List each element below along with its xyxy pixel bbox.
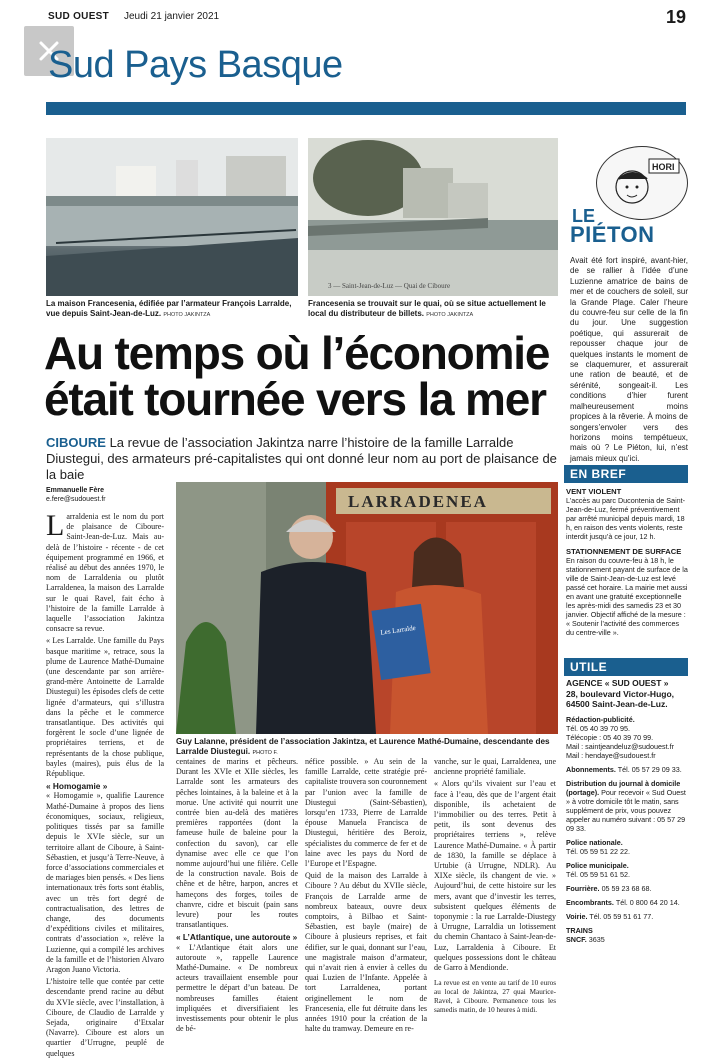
article-paragraph: « Les Larralde. Une famille du Pays basque maritime », retrace, sous la plume de Laurence Mathé-Dumaine (une descendante par son arrière-grand-mère Antoinette de Larralde Diustegui) les épisodes clefs de cette lignée d’armateurs, qui s’illustra dans la pêche et le commerce transatlantique. Des activités qui forgèrent le socle d’une lignée de propriétaires terriens, et de représentants de la chose publique, bayles (maires), puis élus de la République. — [46, 636, 164, 779]
article-paragraph: L’histoire telle que contée par cette descendante prend racine au début du XVIe siècle, avec l’installation, à Ciboure, de Claudio de Larralde y Sejada, originaire d’Etxalar (Navarre). Ciboure est alors un quartier d’Urrugne, peuplé de quelques — [46, 977, 164, 1058]
article-paragraph: vanche, sur le quai, Larraldenea, une ancienne propriété familiale. — [434, 757, 556, 777]
article-column — [46, 509, 164, 1059]
section-title: Sud Pays Basque — [48, 44, 343, 86]
brief-title: STATIONNEMENT DE SURFACE — [566, 547, 682, 556]
utile-phone[interactable]: Tél. 05 59 51 61 77. — [589, 911, 654, 921]
article-paragraph: « Homogamie », qualifie Laurence Mathé-Dumaine à propos des liens économiques, sociaux, religieux, politiques tissés par sa famille depuis le XVIe siècle, sur un territoire allant de Ciboure, à Saint-Sébastien, et jusqu’à Terre-Neuve, à force d’associations commerciales et de mariages bien pensés. « Des liens internationaux très forts sont établis, avec un très fort degré de contractualisation, des lettres de change, des documents d’expéditions civiles et militaires, contrats d’association », relève la Luzienne, qui a compilé les archives de la famille et de l’historien Alvaro Aragon Juano Victoria. — [46, 791, 164, 974]
pieton-mascot-illustration — [596, 146, 688, 220]
utile-label: SNCF. — [566, 934, 587, 944]
article-lead — [46, 435, 566, 483]
photo-francesenia-house — [46, 138, 298, 296]
article-location: CIBOURE — [46, 435, 106, 450]
utile-mail[interactable]: Mail : hendaye@sudouest.fr — [566, 750, 656, 760]
caption-text: Francesenia se trouvait sur le quai, où se situe actuellement le local du distributeur de billets. — [308, 299, 546, 318]
agency-address: 64500 Saint-Jean-de-Luz. — [566, 699, 668, 709]
photo-credit: PHOTO JAKINTZA — [426, 312, 474, 318]
postcard-illustration — [308, 138, 558, 296]
utile-label: Fourrière. — [566, 883, 600, 893]
photo-caption — [46, 299, 302, 320]
utile-phone[interactable]: 3635 — [588, 934, 605, 944]
pieton-title-prefix: LE — [572, 206, 596, 226]
utile-block — [566, 678, 688, 944]
article-paragraph: néfice possible. » Au sein de la famille Larralde, cette stratégie pré-capitaliste trouvera son couronnement par l’union avec la famille de Diustegui (Saint-Sébastien), lorsqu’en 1733, Pierre de Larralde épouse Manuela Francisca de Diustegui, héritière des Beroiz, spécialistes du commerce de fer et de laine avec les pays du Nord de l’Europe et l’Espagne. — [305, 757, 427, 869]
pieton-column: Avait été fort inspiré, avant-hier, de se rallier à l’idée d’une Luzienne amatrice de bains de mer et de couchers de soleil, sur la Grande Plage. Caler l’heure du couvre-feu sur celle de la fin du jour. Une suggestion poétique, qui assurerait de repousser chaque jour de quelques instants le moment de se claquemurer, et assurerait une ration de beauté, et de sérénité, songeait-il. Les conditions d’hier furent malheureusement moins propices à la rêverie. À moins de songers’envoler vers des horizons moins tempétueux, mais où ? Le Piéton, lui, n’est jamais mieux qu’ici. — [570, 256, 688, 463]
article-column — [434, 757, 556, 1015]
utile-header: UTILE — [564, 658, 688, 676]
article-paragraph: « Alors qu’ils vivaient sur l’eau et face à l’eau, dès que de l’argent était disponible, ils achetaient de l’immobilier ou des terres. Petit à petit, ils sont devenus des propriétaires terriens », relève Laurence Mathé-Dumaine. « À partir de 1830, la famille se déplace à Urtubie (à Urrugne, NDLR). Au XIXe siècle, ils changent de vie. » Aujourd’hui, de cette histoire sur les mers, avant que d’investir les terres, subsistent quelques éléments de toponymie : la rue Larralde-Diustegy à Urrugne, Larraldia un lotissement du chemin Chantaco à Saint-Jean-de-Luz, Larraldenia à Ciboure. Et quelques possessions dont le château de Garro à Mendionde. — [434, 779, 556, 973]
article-column — [176, 757, 298, 1034]
issue-date: Jeudi 21 janvier 2021 — [124, 11, 220, 22]
agency-address: 28, boulevard Victor-Hugo, — [566, 688, 675, 699]
photo-caption — [308, 299, 558, 320]
headline-line: était tournée vers la mer — [44, 373, 546, 425]
photo-postcard-quai — [308, 138, 558, 296]
utile-label: TRAINS — [566, 925, 593, 935]
utile-phone[interactable]: Tél. 05 40 39 70 95. — [566, 723, 630, 733]
photo-caption — [176, 737, 558, 758]
photo-credit: PHOTO JAKINTZA — [163, 312, 211, 318]
utile-phone[interactable]: 05 59 23 68 68. — [601, 883, 652, 893]
article-paragraph: arraldenia est le nom du port de plaisance de Ciboure-Saint-Jean-de-Luz. Mais au-delà de l’histoire - récente - de cet équipement programmé en 1966, et réalisé au début des années 1970, le nom de Larraldenia ou plutôt Larraldenea, la maison des Larralde sur le quai Ravel, fait écho à l’histoire de la famille Larralde à laquelle l’association Jakintza consacre sa revue. — [46, 512, 164, 634]
utile-label: Police municipale. — [566, 860, 629, 870]
utile-fax: Télécopie : 05 40 39 70 99. — [566, 732, 654, 742]
pieton-badge: HORI — [652, 162, 675, 172]
utile-label: Voirie. — [566, 911, 588, 921]
article-paragraph: « L’Atlantique était alors une autoroute », rappelle Laurence Mathé-Dumaine. « De nombreux acteurs travaillaient ensemble pour permettre le départ d’un bateau. De nombreuses familles étaient impliquées et diversifiaient les investissements pour obtenir le plus de bé- — [176, 942, 298, 1034]
pieton-drawing — [597, 147, 687, 219]
utile-phone[interactable]: Tél. 05 57 29 09 33. — [617, 764, 682, 774]
photo-illustration — [176, 482, 558, 734]
utile-phone[interactable]: Tél. 05 59 51 61 52. — [566, 869, 630, 879]
photo-lalanne-mathe-dumaine — [176, 482, 558, 734]
utile-label: Police nationale. — [566, 837, 623, 847]
author-email[interactable]: e.fere@sudouest.fr — [46, 496, 106, 503]
book-title: Les Larralde — [379, 623, 417, 637]
lead-text: La revue de l’association Jakintza narre l’histoire de la famille Larralde Diustegui, des armateurs pré-capitalistes qui ont donné leur nom au port de plaisance de la baie — [46, 435, 557, 482]
utile-phone[interactable]: Tél. 05 59 51 22 22. — [566, 846, 630, 856]
brief-text: L’accès au parc Ducontenia de Saint-Jean-de-Luz, fermé préventivement par arrêté municipal depuis mardi, 18 h, en raison des vents violents, reste interdit jusqu’à ce jour, 12 h. — [566, 496, 686, 541]
page-header — [36, 7, 686, 28]
utile-label: Encombrants. — [566, 897, 614, 907]
house-sign: LARRADENEA — [348, 492, 488, 511]
utile-mail[interactable]: Mail : saintjeandeluz@sudouest.fr — [566, 741, 674, 751]
agency-name: AGENCE « SUD OUEST » — [566, 678, 669, 688]
enbref-block — [566, 484, 688, 643]
drop-cap: L — [46, 509, 65, 542]
photo-credit: PHOTO F. — [252, 750, 278, 756]
brief-text: En raison du couvre-feu à 18 h, le stationnement payant de surface de la ville de Saint-Jean-de-Luz est levé passé cet horaire. La mairie met aussi en avant une gratuité exceptionnelle les après-midi des samedis 23 et 30 janvier. Objectif affiché de la mesure : « Soutenir l’activité des commerces du centre-ville ». — [566, 556, 688, 637]
brief-title: VENT VIOLENT — [566, 487, 622, 496]
page-number: 19 — [665, 7, 686, 27]
caption-text: Guy Lalanne, président de l’association Jakintza, et Laurence Mathé-Dumaine, descendante des Larralde Diustegui. — [176, 737, 550, 756]
utile-label: Rédaction-publicité. — [566, 714, 635, 724]
article-subhead: « Homogamie » — [46, 781, 108, 792]
byline — [46, 486, 106, 504]
article-headline — [44, 327, 564, 425]
section-divider — [46, 102, 686, 115]
headline-line: Au temps où l’économie — [44, 327, 550, 379]
article-footnote: La revue est en vente au tarif de 10 euros au local de Jakintza, 27 quai Maurice-Ravel, à Ciboure. Permanence tous les samedis matin, de 10 heures à midi. — [434, 979, 556, 1015]
caption-text: La maison Francesenia, édifiée par l’armateur François Larralde, vue depuis Saint-Jean-de-Luz. — [46, 299, 292, 318]
enbref-header: EN BREF — [564, 465, 688, 483]
newspaper-name: SUD OUEST — [48, 11, 110, 22]
article-paragraph: Quid de la maison des Larralde à Ciboure ? Au début du XVIIe siècle, François de Larralde arme de nombreux bateaux, ouvre deux comptoirs, à Bilbao et Saint-Sébastien, est bayle (maire) de Ciboure à plusieurs reprises, et fait édifier, sur le quai, donnant sur l’eau, une magistrale maison d’armateur, qui n’avait rien à envier à celles du quai Luzien de l’Infante. Appelée à tort Larraldenea, portant originellement le nom de Francesenia, elle fut détruite dans les années 1910 pour la création de la halte du tramway. Demeure en re- — [305, 871, 427, 1034]
utile-label: Abonnements. — [566, 764, 616, 774]
article-paragraph: centaines de marins et pêcheurs. Durant les XVIe et XIIe siècles, les Larralde sont les armateurs des pêches lointaines, à la baleine et à la morue. Une activité qui nourrit une contrée bien au-delà des matières premières rapportées (dont la fameuse huile de baleine pour la confection du savon), car elle dynamise avec elle ce que l’on nomme aujourd’hui une filière. Celle de la construction navale. Bois de chêne et de hêtre, harpon, ancres et hameçons des forges, toiles de chanvre, cidre et biscuit (pain sans levure) pour les routes transatlantiques. — [176, 757, 298, 930]
utile-phone[interactable]: Tél. 0 800 64 20 14. — [615, 897, 680, 907]
photo-illustration — [46, 138, 298, 296]
author-name: Emmanuelle Fère — [46, 487, 104, 494]
utile-label: Distribution du journal à domicile (portage). — [566, 778, 681, 797]
article-column — [305, 757, 427, 1034]
utile-text: Pour recevoir « Sud Ouest » à votre domicile tôt le matin, sans supplément de prix, vous pouvez appeler au numéro suivant : 05 57 29 09 33. — [566, 787, 686, 833]
article-subhead: « L’Atlantique, une autoroute » — [176, 932, 298, 943]
pieton-title: PIÉTON — [570, 222, 655, 247]
postcard-text: 3 — Saint-Jean-de-Luz — Quai de Ciboure — [328, 282, 451, 290]
